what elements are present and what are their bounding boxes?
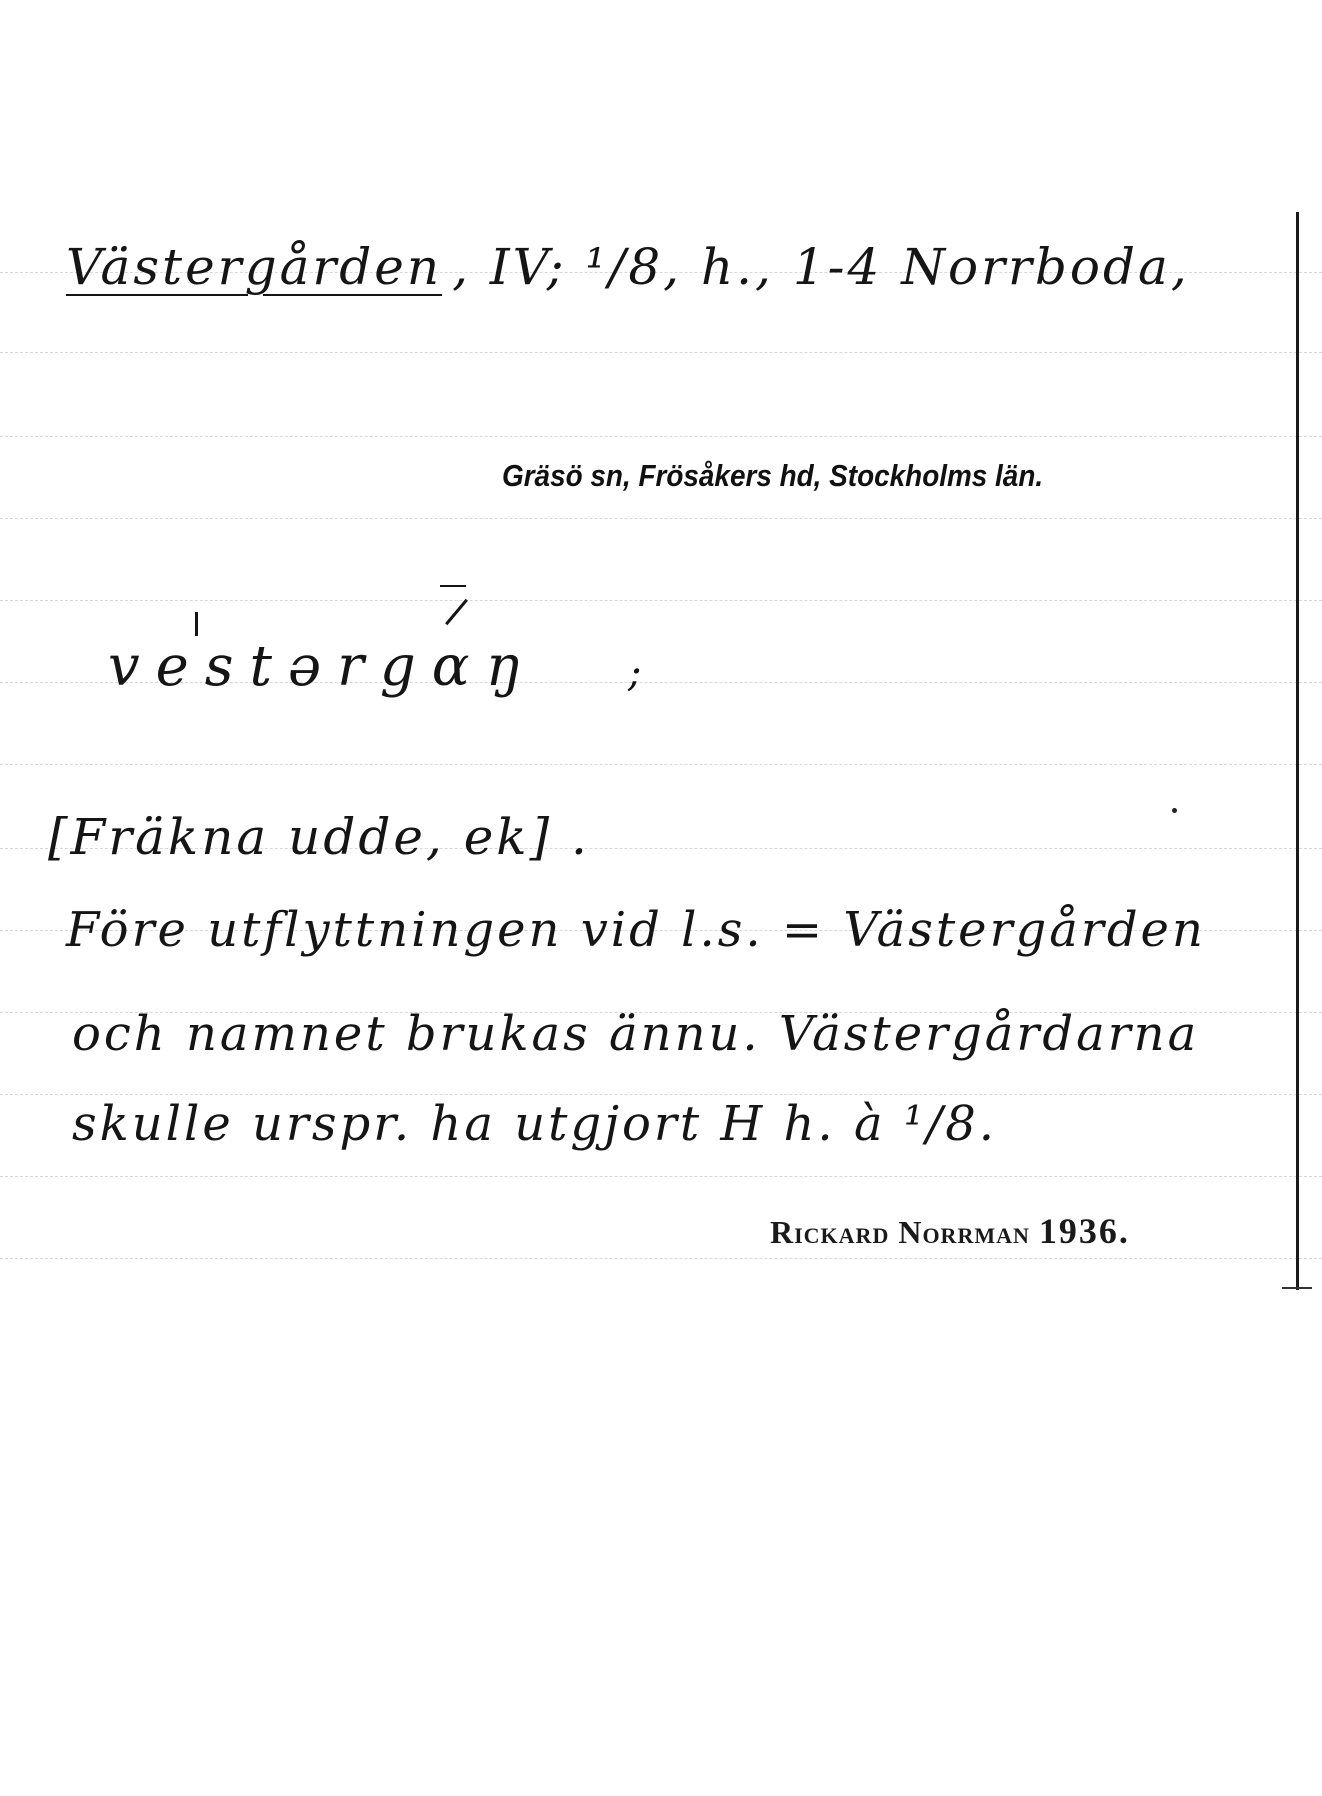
phonetic-accent-mark <box>195 612 198 636</box>
faint-ruling-line <box>0 1176 1322 1177</box>
faint-ruling-line <box>0 1258 1322 1259</box>
card-right-border <box>1296 212 1299 1290</box>
note-line: och namnet brukas ännu. Västergårdarna <box>72 1006 1200 1062</box>
collector-signature <box>770 1210 1130 1252</box>
headword-classification: , IV; ¹/8, h., 1-4 Norrboda, <box>452 238 1190 296</box>
faint-ruling-line <box>0 764 1322 765</box>
headword-line <box>66 238 1190 296</box>
faint-ruling-line <box>0 352 1322 353</box>
note-line: Före utflyttningen vid l.s. = Västergården <box>66 902 1206 958</box>
faint-ruling-line <box>0 518 1322 519</box>
ink-dot <box>1172 808 1177 813</box>
faint-ruling-line <box>0 1094 1322 1095</box>
phonetic-transcription: vestərgɑŋ <box>108 634 538 699</box>
faint-ruling-line <box>0 600 1322 601</box>
note-line: skulle urspr. ha utgjort H h. à ¹/8. <box>72 1096 998 1152</box>
note-bracket-line: [Fräkna udde, ek] . <box>48 808 590 866</box>
collection-year: 1936. <box>1038 1211 1130 1251</box>
parish-location: Gräsö sn, Frösåkers hd, Stockholms län. <box>502 458 1044 493</box>
faint-ruling-line <box>0 436 1322 437</box>
headword: Västergården <box>66 238 443 296</box>
phonetic-accent-mark <box>445 599 468 625</box>
phonetic-separator: ; <box>628 650 642 696</box>
card-corner-mark <box>1282 1287 1312 1289</box>
phonetic-length-mark <box>440 585 466 587</box>
collector-name: Rickard Norrman <box>770 1214 1030 1250</box>
